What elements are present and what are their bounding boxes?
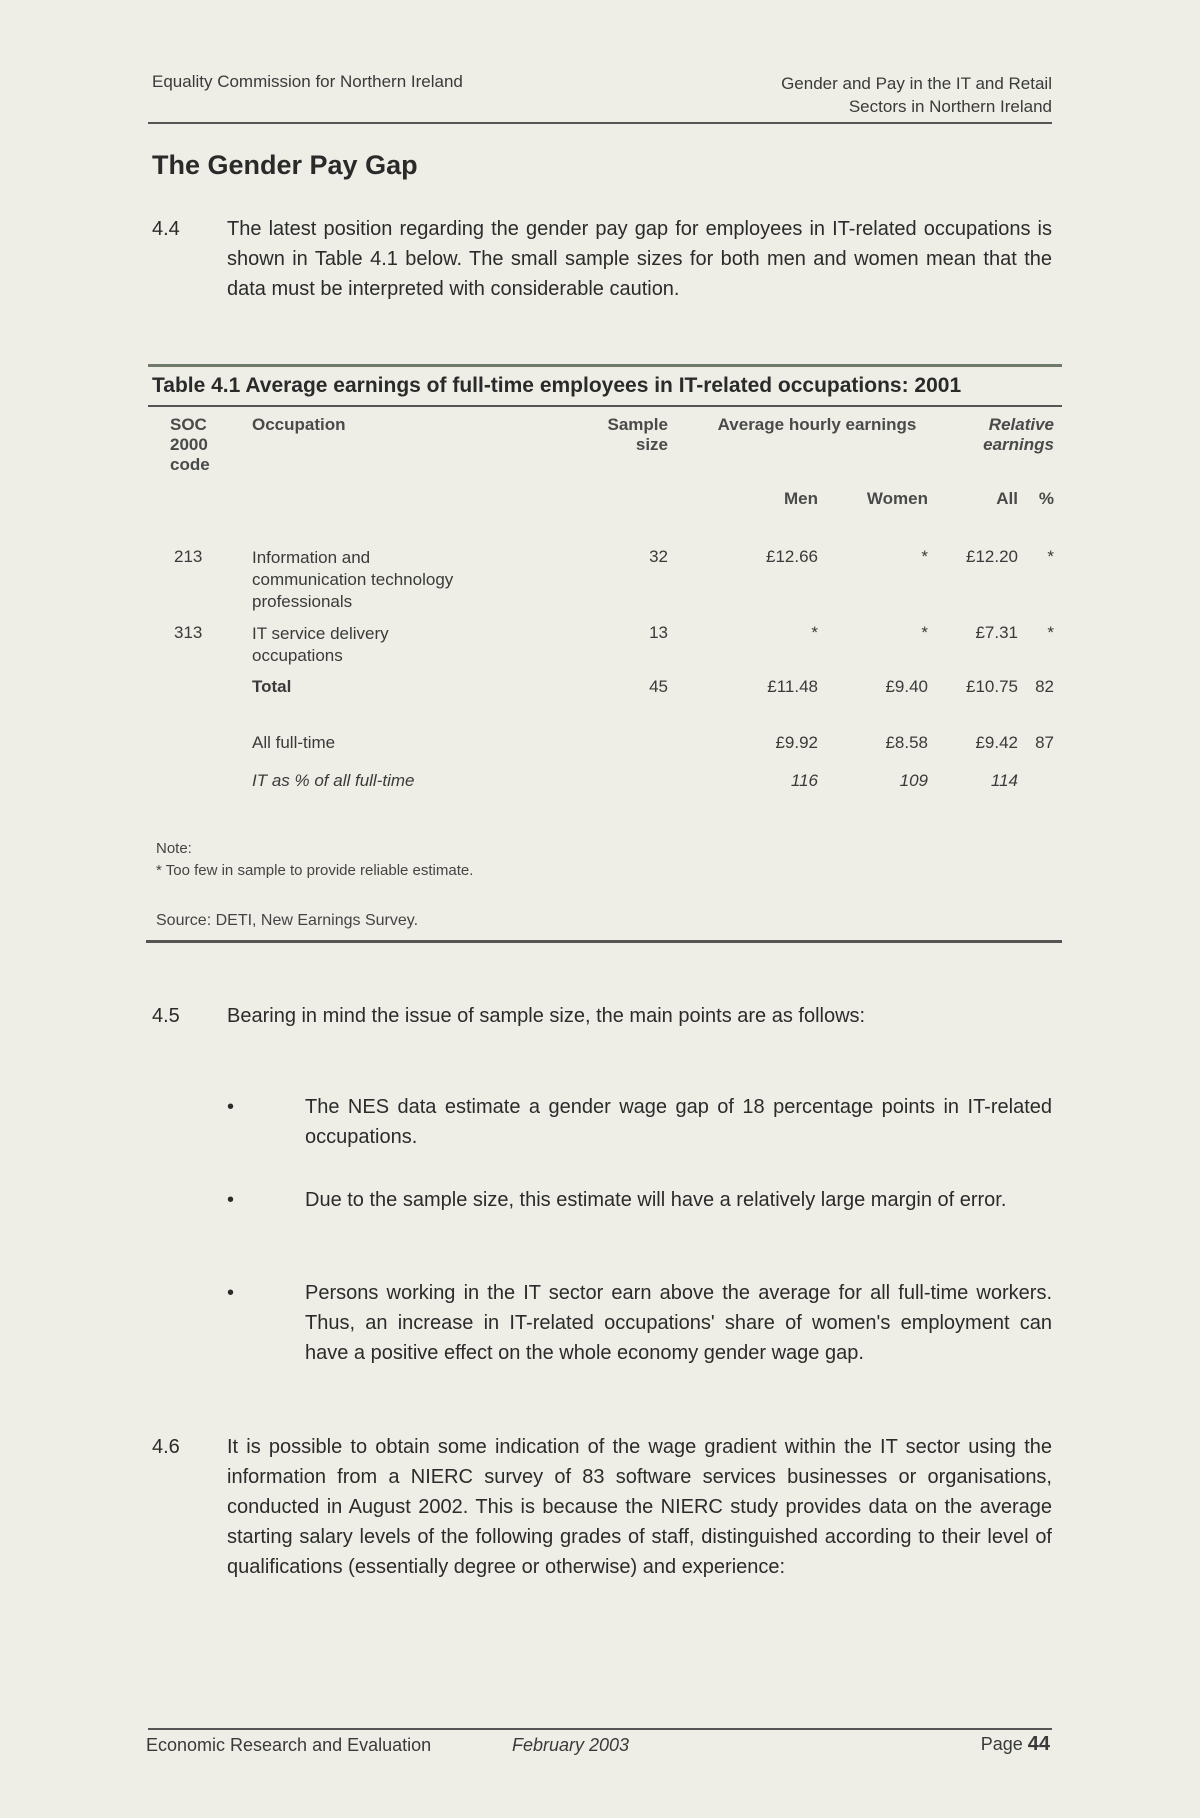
table-note-label: Note: — [156, 840, 192, 857]
header-soc-line: code — [170, 455, 210, 474]
bullet-text: Due to the sample size, this estimate will have a relatively large margin of error. — [305, 1189, 1007, 1211]
row-total-men: £11.48 — [767, 677, 818, 696]
paragraph-4-5 — [152, 1001, 1052, 1031]
earnings-table — [148, 364, 1062, 929]
row-it-percent-men: 116 — [790, 771, 818, 790]
footer-publisher: Economic Research and Evaluation — [146, 1735, 432, 1755]
footer-date: February 2003 — [512, 1735, 630, 1755]
occupation-line: Information and — [252, 548, 371, 567]
table-note-text: * Too few in sample to provide reliable estimate. — [156, 862, 474, 879]
bullet-text: Persons working in the IT sector earn above the average for all full-time workers. Thus, an increase in IT-related occupations' share of women's employment can have a positive effect on the whole economy gender wage gap. — [305, 1282, 1052, 1364]
header-title-line2: Sectors in Northern Ireland — [848, 97, 1052, 116]
header-organisation: Equality Commission for Northern Ireland — [152, 72, 463, 91]
header-sample-line: size — [635, 435, 668, 454]
footer-divider — [148, 1728, 1052, 1730]
occupation-line: IT service delivery — [252, 624, 389, 643]
header-relative-line: earnings — [983, 435, 1054, 454]
row-313-all: £7.31 — [975, 623, 1018, 642]
row-213-women: * — [921, 547, 928, 566]
row-213-occupation — [252, 547, 453, 613]
row-total-label: Total — [252, 677, 292, 696]
bullet-symbol: • — [227, 1096, 235, 1118]
row-all-fulltime-relative: 87 — [1035, 733, 1054, 752]
row-all-fulltime-all: £9.42 — [975, 733, 1018, 752]
row-313-relative: * — [1047, 623, 1054, 642]
list-item — [227, 1185, 1052, 1215]
occupation-line: occupations — [252, 646, 343, 665]
row-213-sample: 32 — [649, 547, 668, 566]
header-soc-line: 2000 — [170, 435, 208, 454]
row-313-women: * — [921, 623, 928, 642]
paragraph-number: 4.6 — [152, 1436, 180, 1458]
table-source: Source: DETI, New Earnings Survey. — [156, 912, 419, 929]
paragraph-number: 4.5 — [152, 1005, 180, 1027]
row-all-fulltime-label: All full-time — [252, 733, 336, 752]
row-it-percent-all: 114 — [990, 771, 1018, 790]
header-soc-line: SOC — [170, 415, 207, 434]
occupation-line: professionals — [252, 592, 353, 611]
row-all-fulltime-men: £9.92 — [775, 733, 818, 752]
row-313-code: 313 — [174, 623, 203, 642]
row-313-men: * — [811, 623, 818, 642]
page-number: 44 — [1027, 1733, 1050, 1755]
row-it-percent-women: 109 — [899, 771, 928, 790]
row-213-code: 213 — [174, 547, 203, 566]
row-total-relative: 82 — [1035, 677, 1054, 696]
paragraph-text: The latest position regarding the gender pay gap for employees in IT-related occupations is shown in Table 4.1 below. The small sample sizes for both men and women mean that the data must be interpreted with considerable caution. — [227, 218, 1052, 300]
paragraph-4-4 — [152, 214, 1052, 304]
header-men: Men — [784, 489, 818, 508]
row-213-men: £12.66 — [766, 547, 818, 566]
paragraph-number: 4.4 — [152, 218, 180, 240]
header-divider — [148, 122, 1052, 124]
list-item — [227, 1278, 1052, 1368]
paragraph-text: Bearing in mind the issue of sample size, the main points are as follows: — [227, 1005, 866, 1027]
header-average-hourly-earnings: Average hourly earnings — [717, 415, 917, 434]
bullet-text: The NES data estimate a gender wage gap of 18 percentage points in IT-related occupations. — [305, 1096, 1052, 1148]
bullet-symbol: • — [227, 1189, 235, 1211]
row-it-percent-label: IT as % of all full-time — [252, 771, 415, 790]
header-percent: % — [1038, 489, 1054, 508]
table-bottom-rule — [146, 940, 1062, 943]
row-total-women: £9.40 — [885, 677, 928, 696]
row-total-sample: 45 — [649, 677, 668, 696]
row-313-sample: 13 — [649, 623, 668, 642]
header-sample-size — [578, 415, 668, 455]
paragraph-text: It is possible to obtain some indication of the wage gradient within the IT sector using the information from a NIERC survey of 83 software services businesses or organisations, conducted in August 2002. This is because the NIERC study provides data on the average starting salary levels of the following grades of staff, distinguished according to their level of qualifications (essentially degree or otherwise) and experience: — [227, 1436, 1052, 1578]
row-213-all: £12.20 — [966, 547, 1018, 566]
paragraph-4-6 — [152, 1432, 1052, 1582]
table-title: Table 4.1 Average earnings of full-time employees in IT-related occupations: 2001 — [152, 374, 962, 397]
row-total-all: £10.75 — [966, 677, 1018, 696]
header-all: All — [996, 489, 1018, 508]
page-label: Page — [980, 1734, 1023, 1754]
header-soc-code — [170, 415, 210, 475]
header-women: Women — [866, 489, 928, 508]
list-item — [227, 1092, 1052, 1152]
row-all-fulltime-women: £8.58 — [885, 733, 928, 752]
occupation-line: communication technology — [252, 570, 454, 589]
row-213-relative: * — [1047, 547, 1054, 566]
header-occupation: Occupation — [252, 415, 346, 434]
header-sample-line: Sample — [607, 415, 668, 434]
section-title: The Gender Pay Gap — [152, 150, 418, 180]
row-313-occupation — [252, 623, 389, 667]
header-relative-line: Relative — [988, 415, 1054, 434]
header-report-title — [781, 72, 1052, 118]
bullet-symbol: • — [227, 1282, 235, 1304]
header-title-line1: Gender and Pay in the IT and Retail — [781, 74, 1052, 93]
footer-page-number — [981, 1733, 1050, 1756]
table-body — [148, 407, 1062, 859]
header-relative-earnings — [938, 415, 1054, 455]
